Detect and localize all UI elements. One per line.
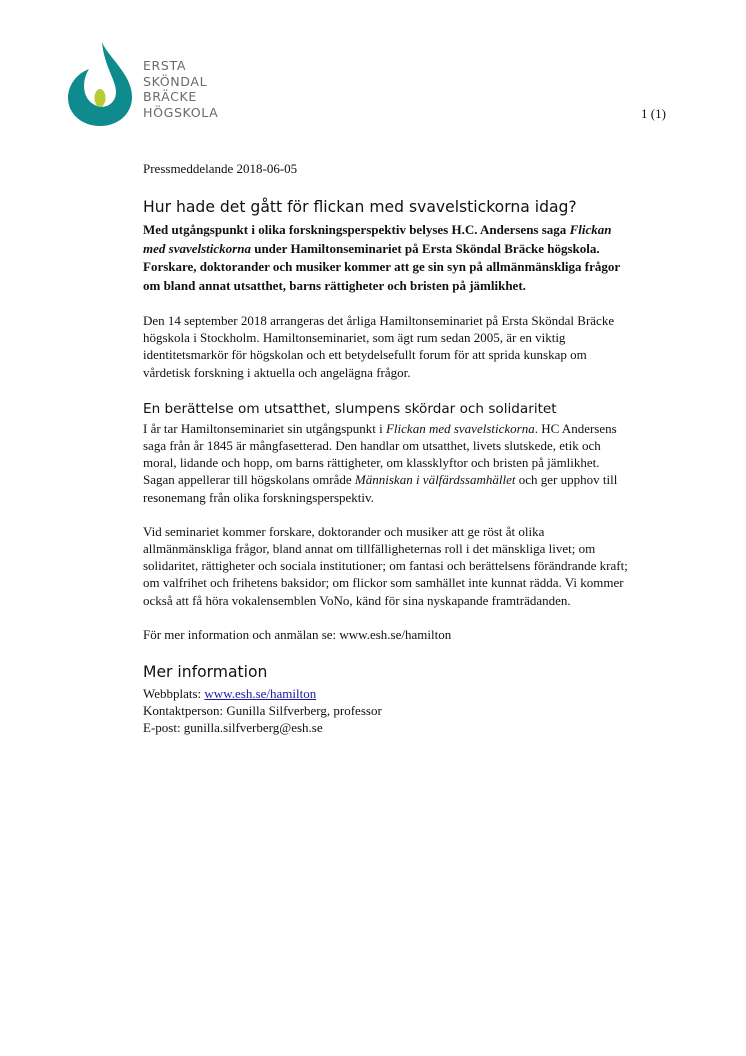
contact-person: Kontaktperson: Gunilla Silfverberg, professor — [143, 703, 382, 719]
story-text-1: I år tar Hamiltonseminariet sin utgångspunkt i — [143, 420, 386, 436]
website-link[interactable]: www.esh.se/hamilton — [204, 686, 317, 702]
ersta-skondal-bracke-logo-icon — [66, 42, 134, 126]
more-info-line: För mer information och anmälan se: www.esh.se/hamilton — [143, 626, 452, 642]
spacer — [143, 609, 633, 626]
story-italic-1: Flickan med svavelstickorna — [385, 420, 535, 436]
spacer — [143, 295, 633, 312]
logo-line-1: ERSTA — [143, 58, 187, 73]
logo-line-2: SKÖNDAL — [143, 73, 208, 89]
logo-teal-drop — [68, 42, 132, 126]
logo-line-4: HÖGSKOLA — [143, 104, 219, 120]
story-text-2: . HC Andersens saga från år 1845 är mångfasetterad. Den handlar om utsatthet, livets slutskede, etik och moral, lidande och hopp, om barns rättigheter, om klassklyftor och bristen på jämlikhet. Sagan appellerar till högskolans område — [143, 420, 617, 488]
lead-text-1: Med utgångspunkt i olika forskningsperspektiv belyses H.C. Andersens saga — [143, 222, 570, 237]
contact-email: E-post: gunilla.silfverberg@esh.se — [143, 720, 323, 736]
press-release-body — [143, 160, 633, 736]
section-heading-story: En berättelse om utsatthet, slumpens skördar och solidaritet — [143, 400, 557, 417]
spacer — [143, 506, 633, 523]
page-number: 1 (1) — [641, 106, 666, 121]
press-date: Pressmeddelande 2018-06-05 — [143, 161, 298, 176]
logo-wordmark — [143, 58, 218, 120]
intro-paragraph: Den 14 september 2018 arrangeras det årliga Hamiltonseminariet på Ersta Sköndal Bräcke högskola i Stockholm. Hamiltonseminariet, som ägt rum sedan 2005, är en viktig identitetsmarkör för högskolan och ett betydelsefullt forum för att sprida kunskap om vårdetisk forskning i aktuella och angelägna frågor. — [143, 313, 615, 380]
story-paragraph — [143, 420, 633, 506]
story-italic-2: Människan i välfärdssamhället — [354, 472, 516, 488]
lead-text-2: under Hamiltonseminariet på Ersta Sköndal Bräcke högskola. Forskare, doktorander och musiker kommer att ge sin syn på allmänmänskliga frågor om bland annat utsatthet, barns rättigheter och bristen på jämlikhet. — [143, 240, 620, 293]
section-heading-more-info: Mer information — [143, 663, 268, 682]
lead-italic-title: Flickan med svavelstickorna — [143, 222, 612, 256]
story-text-3: och ger upphov till resonemang från olika forskningsperspektiv. — [143, 472, 618, 505]
website-line — [143, 685, 633, 702]
logo-line-3: BRÄCKE — [143, 89, 197, 104]
website-label: Webbplats: — [143, 686, 205, 702]
seminar-paragraph: Vid seminariet kommer forskare, doktorander och musiker att ge röst åt olika allmänmänskliga frågor, bland annat om tillfälligheternas roll i det mänskliga livet; om solidaritet, rättigheter och sociala institutioner; om fantasi och berättelsens förändrande kraft; om valfrihet och frihetens baksidor; om flickor som samhället inte kunnat rädda. Vi kommer också att få höra vokalensemblen VoNo, känd för sina nyskapande framträdanden. — [143, 523, 628, 608]
logo-green-seed — [95, 89, 106, 107]
page-title: Hur hade det gått för flickan med svavelstickorna idag? — [143, 198, 577, 216]
lead-paragraph — [143, 221, 633, 295]
